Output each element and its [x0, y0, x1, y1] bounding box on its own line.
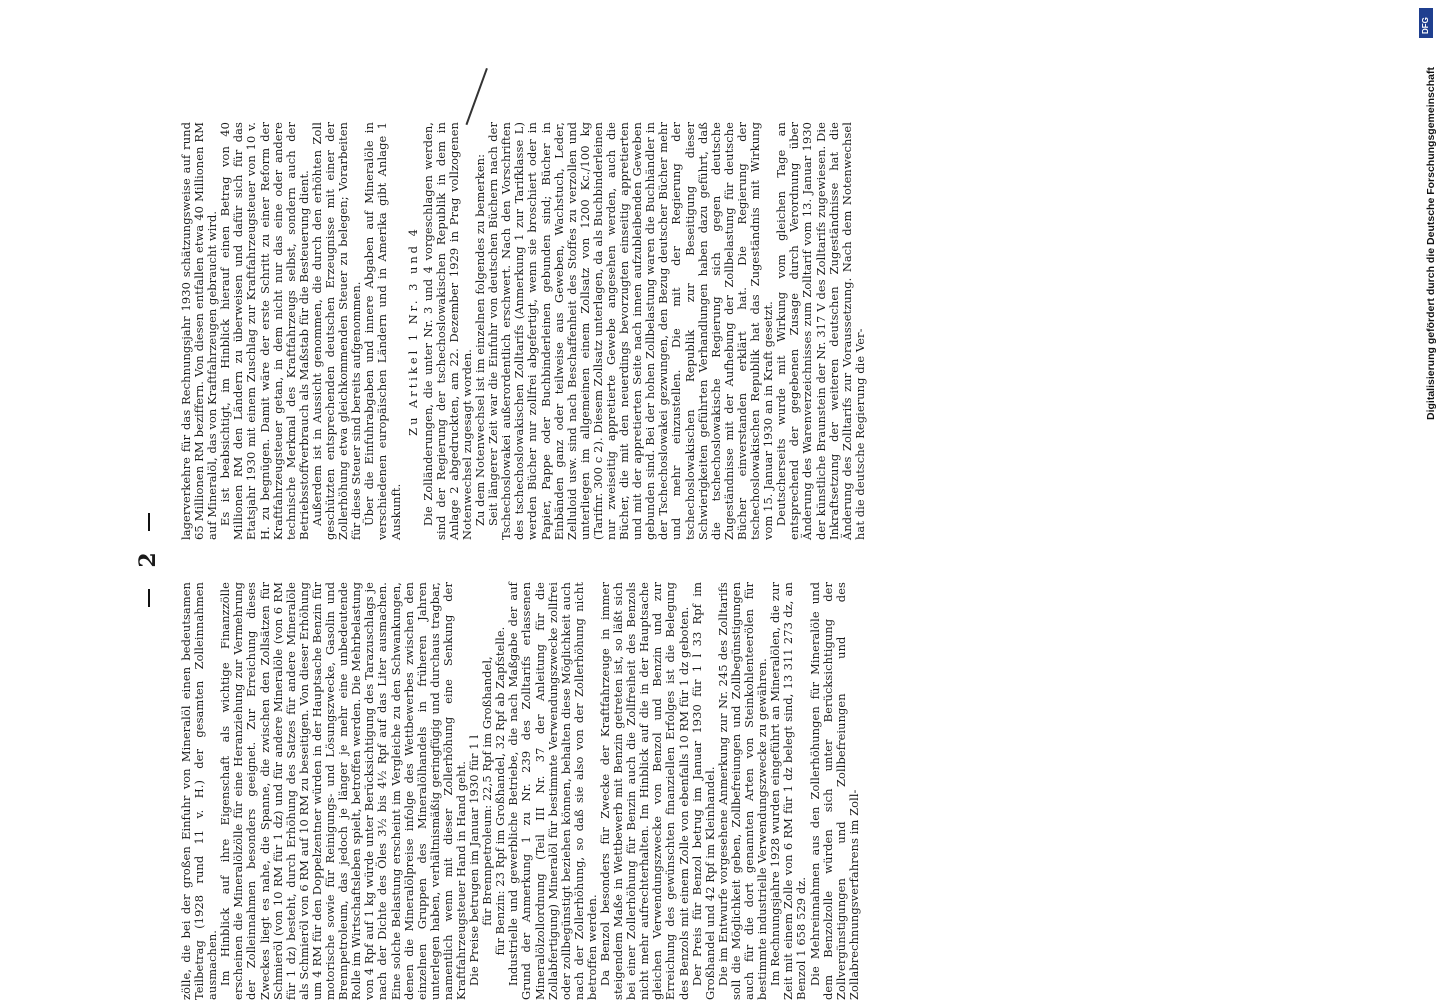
paragraph: Die im Entwurfe vorgesehene Anmerkung zur Nr. 245 des Zolltarifs soll die Möglichkeit geben, Zollbefreiungen und Zollbegünstigungen auch für die dort genannten Arten von Steinkohlenteerölen für bestimmte industrielle Verwendungszwecke zu gewähren. — [715, 582, 770, 1000]
paragraph: Industrielle und gewerbliche Betriebe, die nach Maßgabe der auf Grund der Anmerkung 1 zu Nr. 239 des Zolltarifs erlassenen Mineralölzollordnung (Teil III Nr. 37 der Anleitung für die Zollabfertigung) Mineralöl für bestimmte Verwendungszwecke zollfrei oder zollbegünstigt beziehen können, behalten diese Möglichkeit auch nach der Zollerhöhung, so daß sie also von der Zollerhöhung nicht betroffen werden. — [506, 582, 599, 1000]
paragraph: Im Rechnungsjahre 1928 wurden eingeführt an Mineralölen, die zur Zeit mit einem Zolle von 6 RM für 1 dz belegt sind, 13 311 273 dz, an Benzol 1 658 529 dz. — [768, 582, 809, 1000]
paragraph: Zu dem Notenwechsel ist im einzelnen folgendes zu bemerken: — [473, 153, 488, 526]
page-number: 2 — [135, 552, 161, 568]
page-header — [128, 120, 168, 1000]
header-dash-right — [148, 513, 150, 531]
paragraph: Deutscherseits wurde mit Wirkung vom gleichen Tage an entsprechend der gegebenen Zusage durch Verordnung über Änderung des Warenverzeichnisses zum Zolltarif vom 13. Januar 1930 der künstliche Braunstein der Nr. 317 V des Zolltarifs zugewiesen. Die Inkraftsetzung der weiteren deutschen Zugeständnisse hat die Änderung des Zolltarifs zur Voraussetzung. Nach dem Notenwechsel hat die deutsche Regierung die Ver- — [774, 122, 867, 540]
paragraph: zölle, die bei der großen Einfuhr von Mineralöl einen bedeutsamen Teilbetrag (1928 rund 11 v. H.) der gesamten Zolleinnahmen ausmachen. — [179, 582, 220, 1000]
paragraph: Der Preis für Benzol betrug im Januar 1930 für 1 l 33 Rpf im Großhandel und 42 Rpf im Kleinhandel. — [689, 582, 717, 1000]
paragraph: Die Mehreinnahmen aus den Zollerhöhungen für Mineralöle und dem Benzolzolle würden sich unter Berücksichtigung der Zollvergünstigungen und Zollbefreiungen und des Zollabrechnungsverfahrens im Zoll- — [807, 582, 861, 1000]
paragraph: Im Hinblick auf ihre Eigenschaft als wichtige Finanzzölle erscheinen die Mineralölzölle für eine Heranziehung zur Vermehrung der Zolleinnahmen besonders geeignet. Zur Erreichung dieses Zweckes liegt es nahe, die Spanne, die zwischen den Zollsätzen für Schmieröl (von 10 RM für 1 dz) und für andere Mineralöle (von 6 RM für 1 dz) besteht, durch Erhöhung des Satzes für andere Mineralöle als Schmieröl von 6 RM auf 10 RM zu beseitigen. Von dieser Erhöhung um 4 RM für den Doppelzentner würden in der Hauptsache Benzin für motorische sowie für Reinigungs- und Lösungszwecke, Gasolin und Brennpetroleum, das jedoch je länger je mehr eine unbedeutende Rolle im Wirtschaftsleben spielt, betroffen werden. Die Mehrbelastung von 4 Rpf auf 1 kg würde unter Berücksichtigung des Tarazuschlags je nach der Dichte des Öles 3½ bis 4½ Rpf auf das Liter ausmachen. Eine solche Belastung erscheint im Vergleiche zu den Schwankungen, denen die Mineralölpreise infolge des Wettbewerbes zwischen den einzelnen Gruppen des Mineralölhandels in früheren Jahren unterlegen haben, verhältnismäßig geringfügig und durchaus tragbar, namentlich wenn mit dieser Zollerhöhung eine Senkung der Kraftfahrzeugsteuer Hand in Hand geht. — [218, 582, 468, 1000]
paragraph: für Brennpetroleum: 22,5 Rpf im Großhandel, — [480, 656, 495, 926]
paragraph: Seit längerer Zeit war die Einfuhr von deutschen Büchern nach der Tschechoslowakei außerordentlich erschwert. Nach den Vorschriften des tschechoslowakischen Zolltarifs (Anmerkung 1 zur Tarifklasse L) werden Bücher nur zollfrei abgefertigt, wenn sie broschiert oder in Papier, Pappe oder Buchbinderleinen gebunden sind; Bücher in Einbänden ganz oder teilweise aus Geweben, Wachstuch, Leder, Zelluloid usw. sind nach Beschaffenheit des Stoffes zu verzollen und unterliegen im allgemeinen einem Zollsatz von 1200 Kc./100 kg (Tarifnr. 300 c 2). Diesem Zollsatz unterlagen, da als Buchbinderleinen nur zweiseitig appretierte Gewebe angesehen werden, auch die Bücher, die mit den neuerdings bevorzugten einseitig appretierten und mit der appretierten Seite nach innen aufzubleibenden Geweben gebunden sind. Bei der hohen Zollbelastung waren die Buchhändler in der Tschechoslowakei gezwungen, den Bezug deutscher Bücher mehr und mehr einzustellen. Die mit der Regierung der tschechoslowakischen Republik zur Beseitigung dieser Schwierigkeiten geführten Verhandlungen haben dazu geführt, daß die tschechoslowakische Regierung sich gegen deutsche Zugeständnisse mit der Aufhebung der Zollbelastung für deutsche Bücher einverstanden erklärt hat. Die Regierung der tschechoslowakischen Republik hat das Zugeständnis mit Wirkung vom 15. Januar 1930 an in Kraft gesetzt. — [486, 122, 776, 540]
paragraph: Über die Einfuhrabgaben und innere Abgaben auf Mineralöle in verschiedenen europäischen Ländern und in Amerika gibt Anlage 1 Auskunft. — [362, 122, 403, 540]
dfg-logo — [1419, 8, 1433, 38]
digitization-credit: Digitalisierung gefördert durch die Deutsche Forschungsgemeinschaft — [1425, 67, 1437, 420]
paragraph: Die Zolländerungen, die unter Nr. 3 und 4 vorgeschlagen werden, sind der Regierung der tschechoslowakischen Republik in dem in Anlage 2 abgedruckten, am 22. Dezember 1929 in Prag vollzogenen Notenwechsel zugesagt worden. — [420, 122, 474, 540]
left-text-column — [180, 582, 861, 1000]
rotated-document-page — [128, 120, 1308, 1000]
pen-mark — [465, 68, 487, 125]
right-text-column — [180, 122, 867, 540]
paragraph: Es ist beabsichtigt, im Hinblick hierauf einen Betrag von 40 Millionen RM den Ländern zu überweisen und dafür sich für das Etatsjahr 1930 mit einem Zuschlag zur Kraftfahrzeugsteuer von 10 v. H. zu begnügen. Damit wäre der erste Schritt zu einer Reform der Kraftfahrzeugsteuer getan, in dem nicht nur das eine oder andere technische Merkmal des Kraftfahrzeugs selbst, sondern auch der Betriebsstoffverbrauch als Maßstab für die Besteuerung dient. — [218, 122, 311, 540]
section-heading: Zu Artikel 1 Nr. 3 und 4 — [405, 226, 420, 436]
paragraph: lagerverkehre für das Rechnungsjahr 1930 schätzungsweise auf rund 65 Millionen RM beziffern. Von diesen entfallen etwa 40 Millionen RM auf Mineralöl, das von Kraftfahrzeugen gebraucht wird. — [179, 122, 220, 540]
paragraph: Außerdem ist in Aussicht genommen, die durch den erhöhten Zoll geschützten entsprechenden deutschen Erzeugnisse mit einer der Zollerhöhung etwa gleichkommenden Steuer zu belegen; Vorarbeiten für diese Steuer sind bereits aufgenommen. — [309, 122, 364, 540]
paragraph: Da Benzol besonders für Zwecke der Kraftfahrzeuge in immer steigendem Maße in Wettbewerb mit Benzin getreten ist, so läßt sich bei einer Zollerhöhung für Benzin auch die Zollfreiheit des Benzols nicht mehr aufrechterhalten. Im Hinblick auf die in der Hauptsache gleichen Verwendungszwecke von Benzol und Benzin und zur Erreichung des gewünschten finanziellen Erfolges ist die Belegung des Benzols mit einem Zolle von ebenfalls 10 RM für 1 dz geboten. — [598, 582, 691, 1000]
dfg-logo-text: DFG — [1421, 17, 1430, 34]
paragraph: Die Preise betrugen im Januar 1930 für 1 l — [467, 734, 482, 986]
header-dash-left — [148, 589, 150, 607]
paragraph: für Benzin: 23 Rpf im Großhandel, 32 Rpf ab Zapfstelle. — [493, 626, 508, 956]
